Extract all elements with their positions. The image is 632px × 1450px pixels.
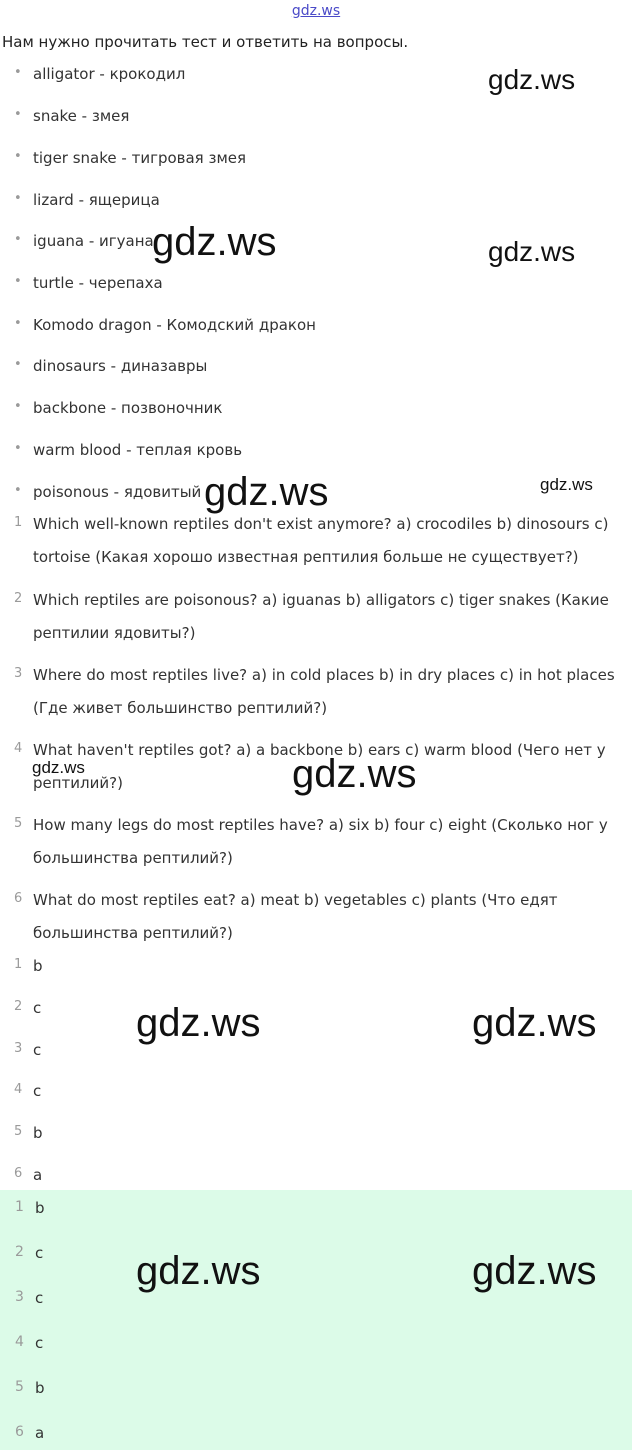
bullet-icon: • (14, 441, 22, 456)
watermark: gdz.ws (292, 752, 417, 796)
bullet-icon: • (14, 191, 22, 206)
answer-number: 1 (14, 957, 23, 972)
bullet-icon: • (14, 65, 22, 80)
answer-number: 2 (15, 1244, 24, 1260)
question-number: 4 (14, 741, 23, 756)
watermark: gdz.ws (472, 1001, 597, 1045)
question-text: Which well-known reptiles don't exist anymore? a) crocodiles b) dinosours c) (33, 515, 609, 533)
answer-number: 6 (14, 1166, 23, 1181)
intro-text: Нам нужно прочитать тест и ответить на вопросы. (2, 33, 409, 51)
question-number: 5 (14, 816, 23, 831)
answer-number: 2 (14, 999, 23, 1014)
bullet-icon: • (14, 232, 22, 247)
answer-value: b (33, 1124, 43, 1142)
watermark: gdz.ws (136, 1249, 261, 1293)
question-text: tortoise (Какая хорошо известная рептилия больше не существует?) (33, 548, 579, 566)
watermark: gdz.ws (32, 758, 85, 777)
bullet-icon: • (14, 149, 22, 164)
question-number: 1 (14, 515, 23, 530)
watermark: gdz.ws (136, 1001, 261, 1045)
watermark: gdz.ws (540, 475, 593, 494)
bullet-icon: • (14, 316, 22, 331)
question-number: 6 (14, 891, 23, 906)
answer-number: 6 (15, 1424, 24, 1440)
answer-value: a (35, 1424, 45, 1442)
question-number: 2 (14, 591, 23, 606)
site-link[interactable]: gdz.ws (291, 3, 341, 19)
answer-number: 5 (15, 1379, 24, 1395)
bullet-icon: • (14, 274, 22, 289)
answer-number: 5 (14, 1124, 23, 1139)
answer-value: a (33, 1166, 43, 1184)
question-text: How many legs do most reptiles have? a) six b) four c) eight (Сколько ног у (33, 816, 608, 834)
answer-value: c (33, 1082, 42, 1100)
highlighted-answers (0, 1190, 632, 1450)
question-text: рептилий?) (33, 774, 123, 792)
watermark: gdz.ws (488, 64, 576, 95)
question-text: большинства рептилий?) (33, 924, 233, 942)
answer-value: c (35, 1289, 44, 1307)
bullet-icon: • (14, 483, 22, 498)
watermark: gdz.ws (488, 236, 576, 267)
question-text: большинства рептилий?) (33, 849, 233, 867)
question-text: Which reptiles are poisonous? a) iguanas b) alligators c) tiger snakes (Какие (33, 591, 609, 609)
answer-number: 1 (15, 1199, 24, 1215)
question-text: (Где живет большинство рептилий?) (33, 699, 328, 717)
answer-number: 3 (15, 1289, 24, 1305)
watermark: gdz.ws (152, 220, 277, 264)
watermark: gdz.ws (472, 1249, 597, 1293)
answer-number: 4 (14, 1082, 23, 1097)
answer-number: 4 (15, 1334, 24, 1350)
answer-value: c (33, 999, 42, 1017)
answer-value: b (35, 1379, 45, 1397)
answer-value: b (35, 1199, 45, 1217)
question-text: Where do most reptiles live? a) in cold places b) in dry places c) in hot places (33, 666, 615, 684)
bullet-icon: • (14, 399, 22, 414)
bullet-icon: • (14, 357, 22, 372)
question-text: рептилии ядовиты?) (33, 624, 196, 642)
bullet-icon: • (14, 107, 22, 122)
question-number: 3 (14, 666, 23, 681)
answer-number: 3 (14, 1041, 23, 1056)
question-text: What do most reptiles eat? a) meat b) vegetables c) plants (Что едят (33, 891, 558, 909)
watermark: gdz.ws (204, 470, 329, 514)
answer-value: b (33, 957, 43, 975)
answer-value: c (33, 1041, 42, 1059)
answer-value: c (35, 1244, 44, 1262)
answer-value: c (35, 1334, 44, 1352)
question-text: What haven't reptiles got? a) a backbone b) ears c) warm blood (Чего нет у (33, 741, 606, 759)
